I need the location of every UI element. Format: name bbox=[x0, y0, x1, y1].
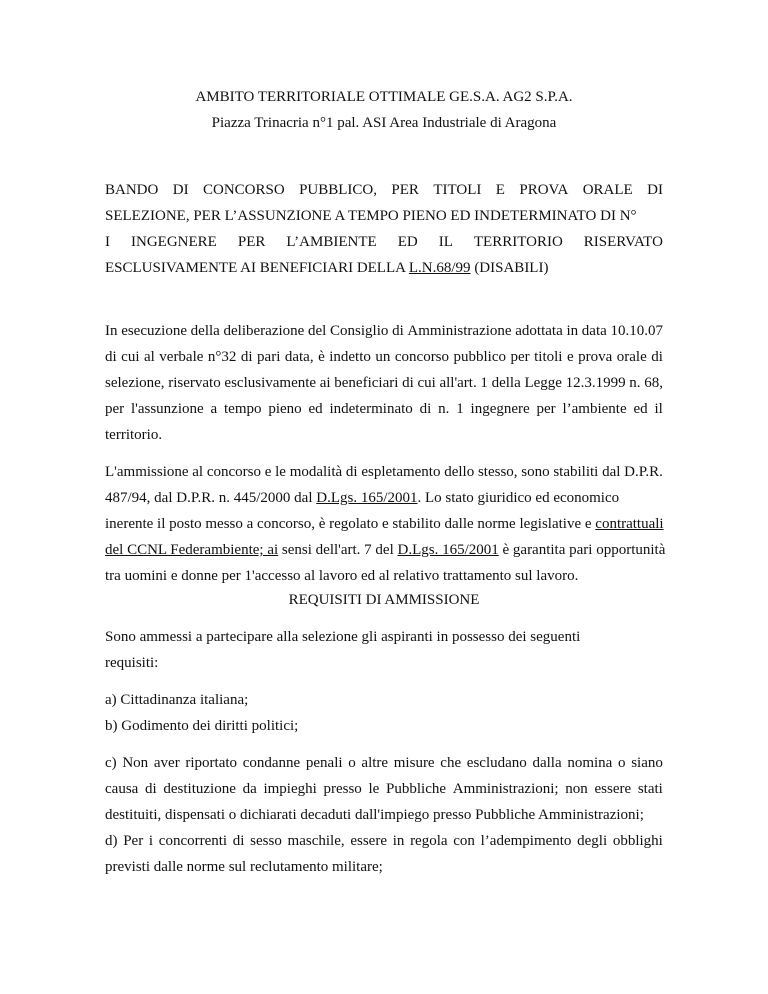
word: orale bbox=[616, 349, 647, 365]
word: di bbox=[402, 375, 414, 391]
word: verbale bbox=[159, 349, 204, 365]
word: TITOLI bbox=[433, 182, 482, 198]
word: ed bbox=[633, 401, 648, 417]
word: L'ammissione bbox=[105, 464, 189, 480]
requirement-a: a) Cittadinanza italiana; bbox=[105, 692, 249, 708]
word: beneficiari bbox=[334, 375, 399, 391]
word: Consiglio bbox=[330, 323, 389, 339]
word: è bbox=[318, 349, 325, 365]
word: in bbox=[566, 323, 579, 339]
word: cui bbox=[121, 349, 140, 365]
word: riservato bbox=[168, 375, 221, 391]
word: RISERVATO bbox=[583, 234, 663, 250]
requirement-c-line-3: destituiti, dispensati o dichiarati decaduti dall'impiego presso Pubbliche Amministrazioni; bbox=[105, 807, 644, 823]
word: titoli bbox=[534, 349, 563, 365]
word: Non bbox=[122, 755, 149, 771]
company-title: AMBITO TERRITORIALE OTTIMALE GE.S.A. AG2 S.P.A. bbox=[195, 89, 573, 105]
requirement-d-line-2: previsti dalle norme sul reclutamento militare; bbox=[105, 859, 383, 875]
word: pieno bbox=[268, 401, 302, 417]
p3-line-2: requisiti: bbox=[105, 655, 159, 671]
word: il bbox=[654, 401, 663, 417]
word: PER bbox=[391, 182, 419, 198]
word: Amministrazione bbox=[407, 323, 512, 339]
word: ORALE bbox=[582, 182, 633, 198]
word: un bbox=[375, 349, 391, 365]
requirement-d-line-1 bbox=[105, 831, 663, 851]
p1-line-4 bbox=[105, 399, 663, 419]
word: essere bbox=[350, 833, 387, 849]
word: di bbox=[651, 349, 663, 365]
word: In bbox=[105, 323, 118, 339]
word: in bbox=[392, 833, 405, 849]
word: al bbox=[192, 464, 204, 480]
p1-line-1 bbox=[105, 321, 663, 341]
bando-line-3 bbox=[105, 232, 663, 252]
bando-line-4: ESCLUSIVAMENTE AI BENEFICIARI DELLA L.N.68/99 (DISABILI) bbox=[105, 260, 549, 276]
word: aver bbox=[153, 755, 180, 771]
word: concorrenti bbox=[158, 833, 228, 849]
word: prova bbox=[578, 349, 613, 365]
word: riportato bbox=[185, 755, 238, 771]
bando-line-1 bbox=[105, 180, 663, 200]
requirement-c-line-2 bbox=[105, 779, 663, 799]
word: presso bbox=[323, 781, 362, 797]
word: per bbox=[105, 401, 125, 417]
word: da bbox=[242, 781, 257, 797]
word: D.P.R. bbox=[624, 464, 663, 480]
word: di bbox=[392, 323, 404, 339]
word: maschile, bbox=[287, 833, 345, 849]
p1-line-3 bbox=[105, 373, 663, 393]
law-reference-link: L.N.68/99 bbox=[408, 260, 471, 276]
p2-line-5: tra uomini e donne per 1'accesso al lavoro ed al relativo trattamento sul lavoro. bbox=[105, 568, 579, 584]
p1-line-5: territorio. bbox=[105, 427, 163, 443]
word: n. bbox=[438, 401, 450, 417]
word: dal bbox=[602, 464, 621, 480]
word: nomina bbox=[567, 755, 613, 771]
p2-line-2: 487/94, dal D.P.R. n. 445/2000 dal D.Lgs. 165/2001. Lo stato giuridico ed economico bbox=[105, 490, 620, 506]
word: DI bbox=[172, 182, 189, 198]
word: pubblico bbox=[453, 349, 507, 365]
word: Per bbox=[123, 833, 144, 849]
word: impieghi bbox=[263, 781, 317, 797]
word: o bbox=[618, 755, 626, 771]
word: espletamento bbox=[361, 464, 441, 480]
word: di bbox=[105, 349, 117, 365]
p1-line-2 bbox=[105, 347, 663, 367]
word: data, bbox=[284, 349, 314, 365]
word: indeterminato bbox=[329, 401, 413, 417]
word: altre bbox=[361, 755, 389, 771]
word: 12.3.1999 bbox=[565, 375, 626, 391]
word: c) bbox=[105, 755, 117, 771]
ccnl-link: del CCNL Federambiente; ai bbox=[105, 542, 279, 558]
word: le bbox=[368, 781, 380, 797]
word: l’ambiente bbox=[562, 401, 627, 417]
word: concorso bbox=[394, 349, 450, 365]
word: misure bbox=[393, 755, 435, 771]
word: essere bbox=[594, 781, 632, 797]
word: data bbox=[581, 323, 607, 339]
word: del bbox=[308, 323, 327, 339]
company-address: Piazza Trinacria n°1 pal. ASI Area Industriale di Aragona bbox=[211, 115, 557, 131]
requirement-c-line-1 bbox=[105, 753, 663, 773]
word: BANDO bbox=[105, 182, 159, 198]
word: n°32 bbox=[207, 349, 237, 365]
word: stesso, bbox=[477, 464, 518, 480]
word: modalità bbox=[289, 464, 343, 480]
word: E bbox=[495, 182, 505, 198]
word: stati bbox=[637, 781, 663, 797]
requirement-b: b) Godimento dei diritti politici; bbox=[105, 718, 299, 734]
section-title: REQUISITI DI AMMISSIONE bbox=[288, 592, 480, 608]
word: l’adempimento bbox=[480, 833, 572, 849]
word: PROVA bbox=[519, 182, 569, 198]
bando-line-2: SELEZIONE, PER L’ASSUNZIONE A TEMPO PIENO ED INDETERMINATO DI N° bbox=[105, 208, 637, 224]
word: che bbox=[440, 755, 462, 771]
word: destituzione bbox=[163, 781, 236, 797]
word: le bbox=[275, 464, 286, 480]
word: di bbox=[419, 401, 432, 417]
word: di bbox=[345, 464, 358, 480]
word: Amministrazioni; bbox=[452, 781, 559, 797]
word: o bbox=[348, 755, 356, 771]
word: escludano bbox=[466, 755, 527, 771]
word: cui bbox=[417, 375, 436, 391]
word: DI bbox=[647, 182, 663, 198]
word: 1 bbox=[456, 401, 464, 417]
p2-line-1 bbox=[105, 462, 663, 482]
word: e bbox=[264, 464, 272, 480]
word: sesso bbox=[250, 833, 282, 849]
word: ed bbox=[308, 401, 323, 417]
word: per bbox=[536, 401, 556, 417]
word: di bbox=[232, 833, 245, 849]
word: dalla bbox=[532, 755, 562, 771]
word: e bbox=[566, 349, 574, 365]
word: indetto bbox=[329, 349, 371, 365]
word: sono bbox=[521, 464, 550, 480]
word: della bbox=[190, 323, 220, 339]
p2-line-3: inerente il posto messo a concorso, è regolato e stabilito dalle norme legislative e contrattuali bbox=[105, 516, 664, 532]
p2-line-4: del CCNL Federambiente; ai sensi dell'art. 7 del D.Lgs. 165/2001 è garantita pari opportunità bbox=[105, 542, 666, 558]
word: regola bbox=[410, 833, 448, 849]
word: INGEGNERE bbox=[131, 234, 217, 250]
dlgs-link-2: D.Lgs. 165/2001 bbox=[397, 542, 499, 558]
word: della bbox=[491, 375, 521, 391]
word: obblighi bbox=[612, 833, 663, 849]
word: siano bbox=[631, 755, 663, 771]
word: deliberazione bbox=[223, 323, 305, 339]
word: di bbox=[240, 349, 253, 365]
word: 10.10.07 bbox=[610, 323, 663, 339]
word: Legge bbox=[524, 375, 562, 391]
dlgs-link: D.Lgs. 165/2001 bbox=[316, 490, 418, 506]
word: ED bbox=[397, 234, 418, 250]
word: IL bbox=[438, 234, 453, 250]
word: tempo bbox=[224, 401, 262, 417]
word: selezione, bbox=[105, 375, 165, 391]
word: n. bbox=[629, 375, 641, 391]
word: 68, bbox=[644, 375, 663, 391]
word: pari bbox=[257, 349, 281, 365]
word: ingegnere bbox=[470, 401, 530, 417]
word: ai bbox=[319, 375, 331, 391]
word: CONCORSO bbox=[202, 182, 285, 198]
word: PUBBLICO, bbox=[299, 182, 378, 198]
word: d) bbox=[105, 833, 118, 849]
word: esclusivamente bbox=[224, 375, 317, 391]
word: i bbox=[148, 833, 154, 849]
p3-line-1: Sono ammessi a partecipare alla selezione gli aspiranti in possesso dei seguenti bbox=[105, 629, 581, 645]
word: penali bbox=[305, 755, 343, 771]
word: condanne bbox=[242, 755, 301, 771]
word: all'art. bbox=[439, 375, 477, 391]
word: esecuzione bbox=[121, 323, 187, 339]
word: concorso bbox=[206, 464, 261, 480]
word: per bbox=[510, 349, 530, 365]
word: al bbox=[143, 349, 155, 365]
word: con bbox=[453, 833, 475, 849]
word: TERRITORIO bbox=[473, 234, 563, 250]
word: Pubbliche bbox=[386, 781, 447, 797]
word: dello bbox=[444, 464, 475, 480]
word: degli bbox=[577, 833, 608, 849]
word: stabiliti bbox=[553, 464, 599, 480]
word: non bbox=[565, 781, 588, 797]
word: di bbox=[145, 781, 157, 797]
word: adottata bbox=[515, 323, 563, 339]
word: L’AMBIENTE bbox=[286, 234, 377, 250]
word: PER bbox=[237, 234, 266, 250]
word: l'assunzione bbox=[130, 401, 204, 417]
word: 1 bbox=[480, 375, 488, 391]
word: causa bbox=[105, 781, 139, 797]
contrattuali-link: contrattuali bbox=[595, 516, 664, 532]
word: a bbox=[210, 401, 218, 417]
word: I bbox=[105, 234, 110, 250]
